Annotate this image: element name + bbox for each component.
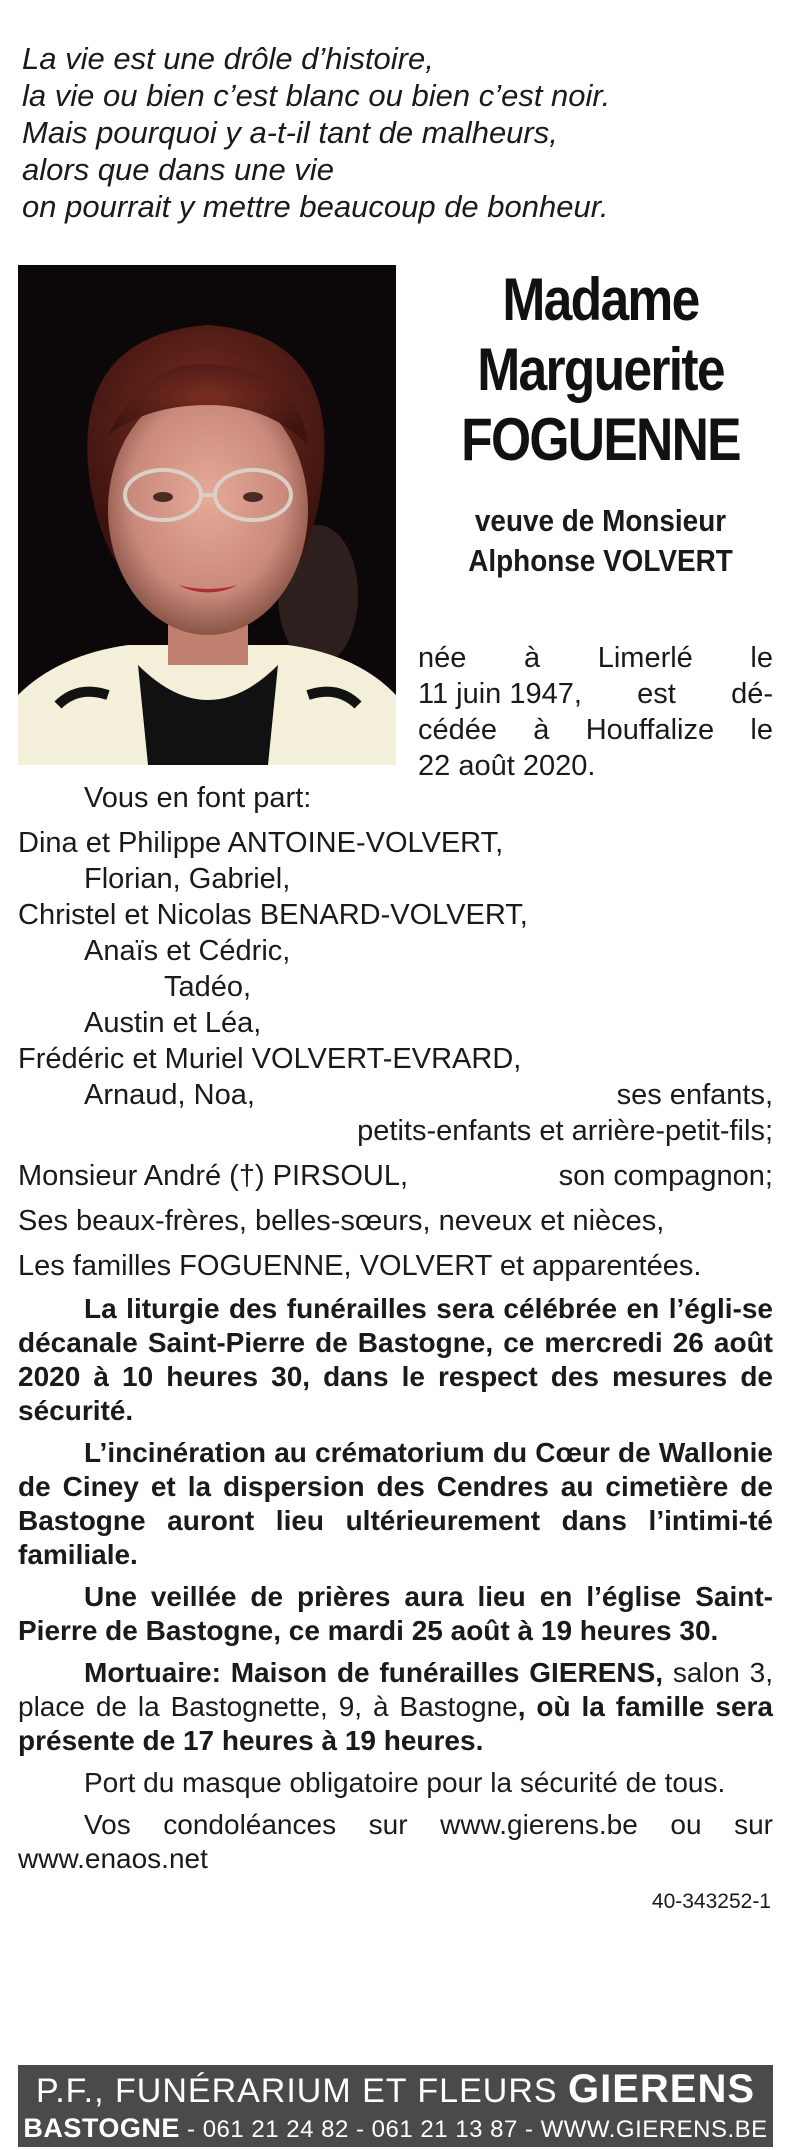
mask-text: Port du masque obligatoire pour la sécurité de tous. xyxy=(84,1767,726,1798)
birth-word: à xyxy=(533,714,550,746)
deceased-name-block xyxy=(428,265,773,581)
family-list xyxy=(18,780,773,1284)
mortuary-hours: , où la famille sera présente de 17 heures à 19 heures. xyxy=(18,1691,773,1756)
condolences-info xyxy=(18,1808,773,1876)
family-row xyxy=(18,1158,773,1194)
footer-line-2 xyxy=(18,2111,773,2147)
widow-of xyxy=(445,501,756,581)
family-row: Tadéo, xyxy=(164,971,252,1003)
poem-line: Mais pourquoi y a-t-il tant de malheurs, xyxy=(22,115,558,150)
family-row: Christel et Nicolas BENARD-VOLVERT, xyxy=(18,899,528,931)
vigil-text: Une veillée de prières aura lieu en l’église Saint-Pierre de Bastogne, ce mardi 25 août à 19 heures 30. xyxy=(18,1581,773,1646)
funeral-liturgy-text: La liturgie des funérailles sera célébrée en l’égli-se décanale Saint-Pierre de Bastogne, ce mercredi 26 août 2020 à 10 heures 30, dans le respect des mesures de sécurité. xyxy=(18,1293,773,1426)
companion-name: Monsieur André (†) PIRSOUL, xyxy=(18,1160,409,1192)
footer-contacts: - 061 21 24 82 - 061 21 13 87 - WWW.GIERENS.BE xyxy=(179,2116,768,2143)
poem-line: alors que dans une vie xyxy=(22,152,334,187)
widow-line: Alphonse VOLVERT xyxy=(468,543,733,578)
birth-word: est xyxy=(637,678,676,710)
surname: FOGUENNE xyxy=(461,406,740,473)
widow-line: veuve de Monsieur xyxy=(474,503,727,538)
birth-word: Limerlé xyxy=(597,642,693,674)
poem-line: La vie est une drôle d’histoire, xyxy=(22,41,434,76)
family-relation-row: petits-enfants et arrière-petit-fils; xyxy=(357,1115,773,1147)
birth-word: Houffalize xyxy=(585,714,715,746)
family-row: Anaïs et Cédric, xyxy=(84,935,291,967)
funeral-home-footer xyxy=(18,2065,773,2147)
family-row: Austin et Léa, xyxy=(84,1007,262,1039)
poem xyxy=(22,40,773,225)
birth-word: le xyxy=(750,714,773,746)
birth-word: née xyxy=(418,642,467,674)
mortuary-name: Mortuaire: Maison de funérailles GIERENS, xyxy=(84,1657,664,1688)
mask-notice xyxy=(18,1766,773,1800)
family-row xyxy=(18,1077,773,1113)
footer-city: BASTOGNE xyxy=(23,2113,180,2143)
birth-death-info xyxy=(418,640,773,784)
mortuary-address: salon 3, place de la Bastognette, 9, à Bastogne xyxy=(18,1657,773,1722)
portrait-illustration xyxy=(18,265,396,765)
birth-word: cédée xyxy=(418,714,498,746)
title: Madame xyxy=(502,266,699,333)
footer-brand: GIERENS xyxy=(568,2067,756,2111)
footer-prefix: P.F., FUNÉRARIUM ET FLEURS xyxy=(35,2072,558,2110)
portrait-photo xyxy=(18,265,396,765)
poem-line: on pourrait y mettre beaucoup de bonheur. xyxy=(22,189,609,224)
companion-relation: son compagnon; xyxy=(558,1160,773,1192)
family-relation: ses enfants, xyxy=(616,1079,773,1111)
family-row: Les familles FOGUENNE, VOLVERT et apparentées. xyxy=(18,1250,702,1282)
birth-word: le xyxy=(750,642,773,674)
mortuary-info xyxy=(18,1656,773,1758)
family-names: Arnaud, Noa, xyxy=(84,1079,255,1111)
header-section xyxy=(18,265,773,780)
birth-word: 11 juin 1947, xyxy=(418,678,582,710)
cremation-text: L’incinération au crématorium du Cœur de Wallonie de Ciney et la dispersion des Cendres au cimetière de Bastogne auront lieu ultérieurement dans l’intimi-té familiale. xyxy=(18,1437,773,1570)
vigil-info xyxy=(18,1580,773,1648)
cremation-info xyxy=(18,1436,773,1572)
poem-line: la vie ou bien c’est blanc ou bien c’est noir. xyxy=(22,78,611,113)
family-row: Ses beaux-frères, belles-sœurs, neveux et nièces, xyxy=(18,1205,665,1237)
birth-word: à xyxy=(523,642,541,674)
reference-code: 40-343252-1 xyxy=(651,1890,771,1913)
death-date: 22 août 2020. xyxy=(418,750,596,782)
family-row: Florian, Gabriel, xyxy=(84,863,291,895)
family-row: Frédéric et Muriel VOLVERT-EVRARD, xyxy=(18,1043,522,1075)
birth-word: dé- xyxy=(731,678,773,710)
family-row: Dina et Philippe ANTOINE-VOLVERT, xyxy=(18,827,504,859)
footer-line-1 xyxy=(18,2069,773,2111)
condolences-text: Vos condoléances sur www.gierens.be ou sur www.enaos.net xyxy=(18,1809,773,1874)
family-intro: Vous en font part: xyxy=(84,782,312,814)
funeral-liturgy xyxy=(18,1292,773,1428)
first-name: Marguerite xyxy=(477,336,724,403)
